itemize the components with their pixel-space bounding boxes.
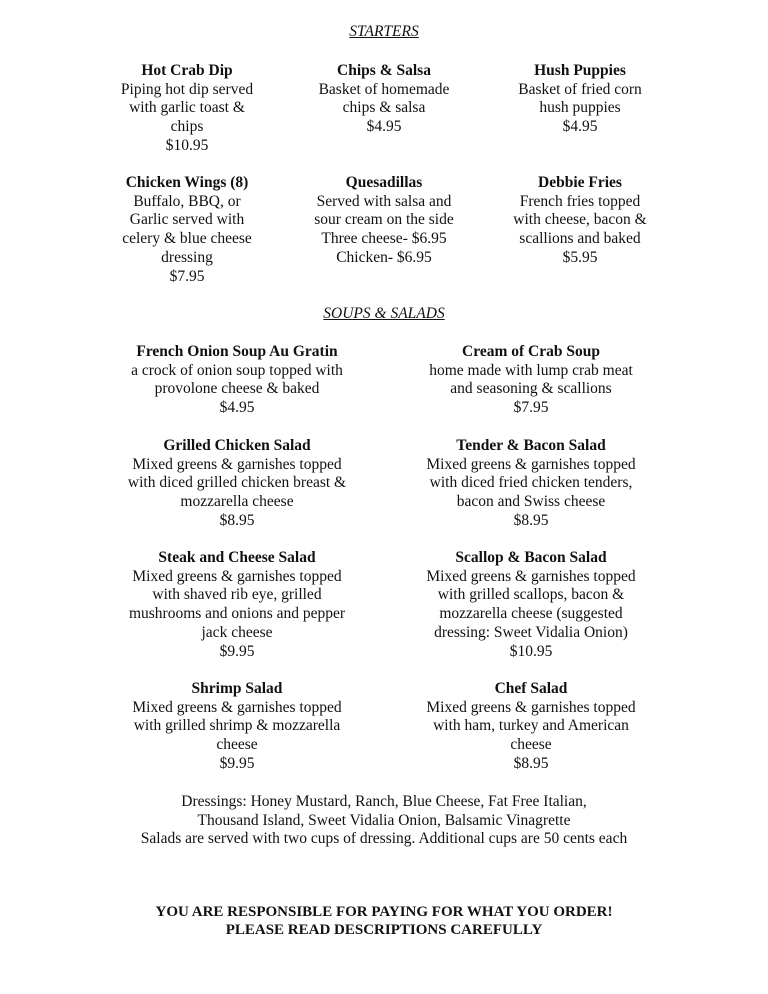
starters-heading: STARTERS [349, 23, 419, 40]
item-desc: mozzarella cheese [180, 493, 294, 511]
item-desc: with shaved rib eye, grilled [152, 586, 322, 604]
item-desc: hush puppies [539, 99, 621, 117]
menu-item-hot-crab-dip [87, 62, 287, 156]
menu-item-shrimp-salad [96, 680, 378, 774]
item-price: $9.95 [219, 642, 255, 660]
menu-item-debbie-fries [480, 174, 680, 268]
item-price: $4.95 [366, 118, 402, 136]
item-price: $4.95 [562, 118, 598, 136]
item-desc: Mixed greens & garnishes topped [426, 455, 636, 473]
item-desc: mozzarella cheese (suggested [439, 605, 623, 623]
item-name: Hot Crab Dip [141, 62, 233, 79]
dressings-note [0, 793, 768, 849]
item-name: Hush Puppies [534, 62, 626, 79]
item-desc: with diced grilled chicken breast & [127, 474, 347, 492]
item-price: $9.95 [219, 754, 255, 772]
item-price: $4.95 [219, 399, 255, 417]
item-desc: jack cheese [201, 623, 273, 641]
item-price: $5.95 [562, 248, 598, 266]
item-desc: Garlic served with [129, 211, 245, 229]
item-desc: with ham, turkey and American [433, 717, 629, 735]
menu-item-quesadillas [284, 174, 484, 268]
item-name: French Onion Soup Au Gratin [136, 343, 338, 360]
item-desc: with garlic toast & [129, 99, 245, 117]
dressings-line: Salads are served with two cups of dressing. Additional cups are 50 cents each [140, 830, 628, 848]
menu-item-cream-of-crab-soup [390, 343, 672, 418]
menu-item-chef-salad [390, 680, 672, 774]
warning-line: PLEASE READ DESCRIPTIONS CAREFULLY [225, 922, 543, 938]
item-desc: Three cheese- $6.95 [321, 230, 447, 248]
item-name: Steak and Cheese Salad [158, 549, 316, 566]
dressings-line: Dressings: Honey Mustard, Ranch, Blue Cheese, Fat Free Italian, [181, 793, 587, 810]
item-desc: Buffalo, BBQ, or [133, 192, 241, 210]
payment-warning [0, 903, 768, 939]
item-desc: and seasoning & scallions [450, 380, 612, 398]
item-name: Chef Salad [494, 680, 568, 697]
menu-item-tender-bacon-salad [390, 437, 672, 531]
item-desc: cheese [216, 736, 258, 754]
item-price: $7.95 [169, 267, 205, 285]
item-desc: Mixed greens & garnishes topped [426, 698, 636, 716]
item-price: $8.95 [513, 754, 549, 772]
item-desc: a crock of onion soup topped with [131, 361, 343, 379]
soups-salads-heading: SOUPS & SALADS [323, 305, 445, 322]
item-name: Debbie Fries [538, 174, 622, 191]
item-desc: Mixed greens & garnishes topped [426, 567, 636, 585]
item-name: Tender & Bacon Salad [456, 437, 606, 454]
menu-item-french-onion-soup [96, 343, 378, 418]
item-name: Shrimp Salad [191, 680, 283, 697]
item-desc: Mixed greens & garnishes topped [132, 698, 342, 716]
item-price: $7.95 [513, 399, 549, 417]
item-desc: with diced fried chicken tenders, [429, 474, 633, 492]
item-desc: scallions and baked [519, 230, 641, 248]
warning-line: YOU ARE RESPONSIBLE FOR PAYING FOR WHAT YOU ORDER! [155, 904, 613, 920]
item-price: $8.95 [513, 511, 549, 529]
item-desc: dressing [161, 248, 213, 266]
item-name: Scallop & Bacon Salad [455, 549, 607, 566]
menu-item-chips-salsa [284, 62, 484, 137]
item-desc: Basket of homemade [318, 80, 450, 98]
item-desc: Mixed greens & garnishes topped [132, 567, 342, 585]
menu-item-hush-puppies [480, 62, 680, 137]
item-desc: celery & blue cheese [122, 230, 252, 248]
item-price: $10.95 [165, 136, 209, 154]
item-desc: with grilled scallops, bacon & [437, 586, 625, 604]
item-desc: provolone cheese & baked [154, 380, 320, 398]
dressings-line: Thousand Island, Sweet Vidalia Onion, Balsamic Vinagrette [197, 811, 571, 829]
item-price: Chicken- $6.95 [336, 248, 432, 266]
item-desc: with cheese, bacon & [513, 211, 647, 229]
item-desc: mushrooms and onions and pepper [128, 605, 346, 623]
item-desc: sour cream on the side [314, 211, 454, 229]
menu-item-chicken-wings [87, 174, 287, 286]
item-name: Chips & Salsa [337, 62, 431, 79]
item-price: $8.95 [219, 511, 255, 529]
item-name: Grilled Chicken Salad [163, 437, 311, 454]
item-price: $10.95 [509, 642, 553, 660]
item-name: Chicken Wings (8) [125, 174, 249, 191]
item-name: Quesadillas [345, 174, 423, 191]
item-desc: French fries topped [519, 192, 641, 210]
item-desc: Basket of fried corn [518, 80, 642, 98]
item-desc: Served with salsa and [316, 192, 452, 210]
item-desc: home made with lump crab meat [429, 361, 633, 379]
item-desc: Piping hot dip served [120, 80, 254, 98]
item-desc: dressing: Sweet Vidalia Onion) [434, 623, 628, 641]
item-desc: chips [170, 118, 204, 136]
menu-item-grilled-chicken-salad [96, 437, 378, 531]
item-desc: chips & salsa [342, 99, 426, 117]
item-desc: bacon and Swiss cheese [456, 493, 606, 511]
menu-item-scallop-bacon-salad [390, 549, 672, 661]
item-desc: with grilled shrimp & mozzarella [133, 717, 341, 735]
menu-item-steak-cheese-salad [96, 549, 378, 661]
item-desc: Mixed greens & garnishes topped [132, 455, 342, 473]
item-name: Cream of Crab Soup [462, 343, 600, 360]
item-desc: cheese [510, 736, 552, 754]
